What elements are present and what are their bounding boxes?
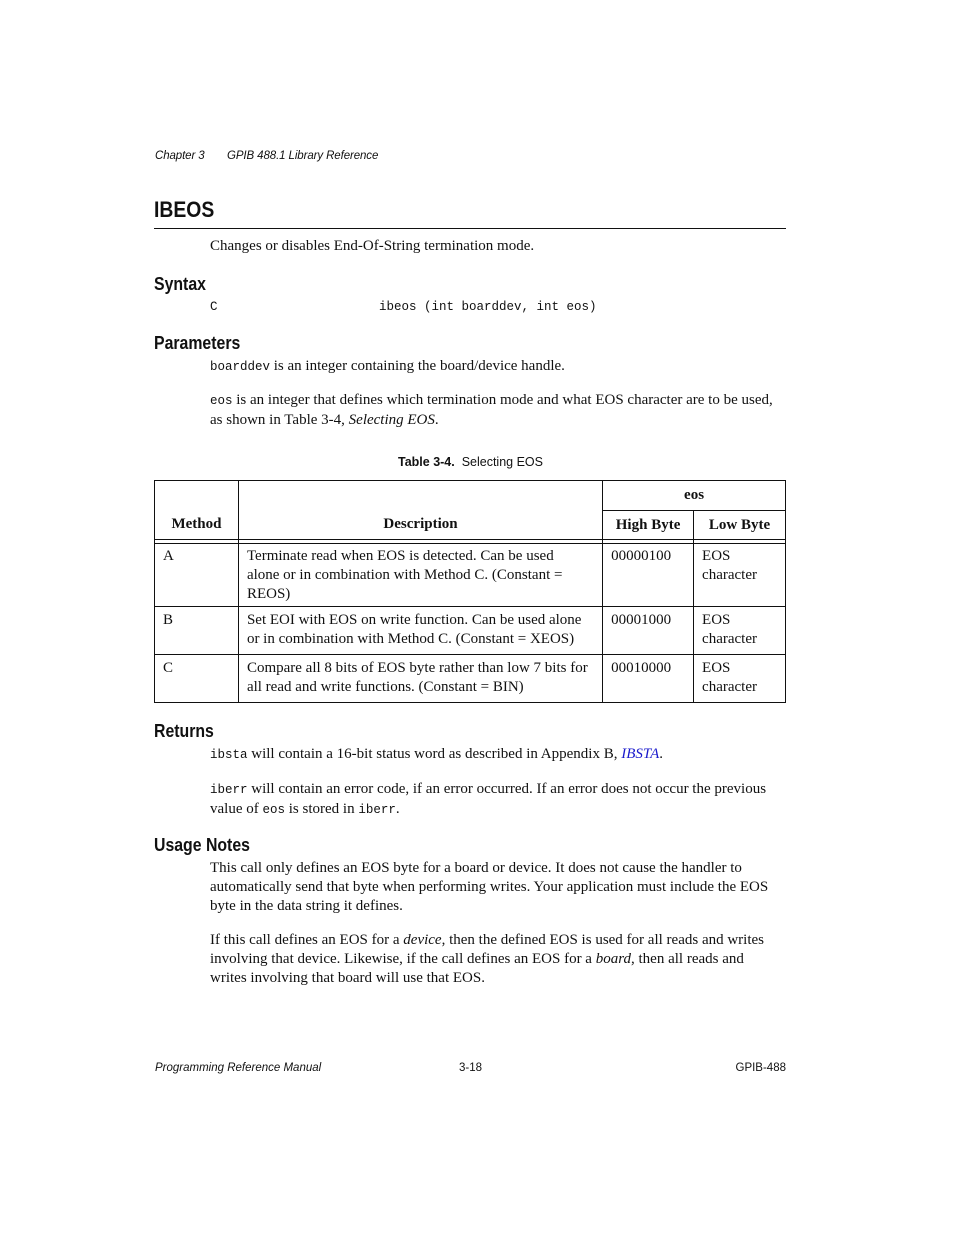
table-row [155, 655, 786, 703]
param-eos-text-b: as shown in Table 3-4, [210, 412, 349, 428]
param-eos-table-ref: Selecting EOS [348, 412, 435, 428]
table-caption-label: Table 3-4. [398, 455, 455, 469]
row-c-low-byte [694, 655, 786, 703]
returns-ibsta [210, 745, 663, 765]
param-eos [210, 391, 790, 430]
param-boarddev-text: is an integer containing the board/device handle. [270, 358, 565, 374]
table-caption [398, 455, 543, 469]
usage-paragraph-2 [210, 931, 790, 988]
footer-page-number: 3-18 [459, 1062, 483, 1074]
low-line: EOS [702, 612, 731, 628]
low-line: EOS [702, 660, 731, 676]
desc-line: all read and write functions. (Constant = BIN) [246, 679, 524, 695]
row-b-low-byte [694, 607, 786, 655]
returns-eos-code: eos [262, 803, 285, 817]
desc-line: Terminate read when EOS is detected. Can be used [246, 548, 554, 564]
usage-paragraph-1 [210, 859, 790, 916]
returns-iberr-text-a: will contain an error code, if an error occurred. If an error does not occur the previous [247, 781, 767, 797]
syntax-language: C [210, 300, 218, 314]
usage-line: automatically send that byte when performing writes. Your application must include the EOS [210, 879, 769, 895]
row-a-description [238, 544, 602, 607]
returns-iberr-text-b: value of [210, 801, 263, 817]
footer-product: GPIB-488 [735, 1062, 786, 1074]
row-b-description [238, 607, 602, 655]
syntax-heading: Syntax [154, 274, 206, 294]
usage-p2-c: involving that device. Likewise, if the call defines an EOS for a [210, 951, 596, 967]
param-eos-end: . [434, 412, 439, 428]
returns-ibsta-text: will contain a 16-bit status word as described in Appendix B, [247, 746, 622, 762]
row-c-description [238, 655, 602, 703]
parameters-heading: Parameters [154, 333, 241, 353]
low-line: character [702, 631, 757, 647]
table-row [155, 544, 786, 607]
returns-iberr-code-2: iberr [358, 803, 396, 817]
low-line: character [702, 679, 757, 695]
th-eos: eos [603, 481, 786, 511]
footer-manual-title: Programming Reference Manual [155, 1062, 322, 1074]
row-b-high-byte: 00001000 [603, 607, 694, 655]
desc-line: alone or in combination with Method C. (Constant = [246, 567, 563, 583]
title-rule [154, 228, 786, 229]
row-a-low-byte [694, 544, 786, 607]
intro-text: Changes or disables End-Of-String termination mode. [210, 238, 535, 254]
usage-board: board [595, 951, 631, 967]
row-c-high-byte: 00010000 [603, 655, 694, 703]
row-c-method: C [155, 655, 239, 703]
selecting-eos-table [154, 480, 786, 703]
desc-line: Set EOI with EOS on write function. Can be used alone [246, 612, 582, 628]
usage-p2-a: If this call defines an EOS for a [210, 932, 404, 948]
row-b-method: B [155, 607, 239, 655]
returns-ibsta-end: . [659, 746, 664, 762]
row-a-method: A [155, 544, 239, 607]
table-caption-title: Selecting EOS [461, 455, 543, 469]
usage-p2-b: , then the defined EOS is used for all reads and writes [441, 932, 765, 948]
param-boarddev-code: boarddev [210, 360, 271, 374]
returns-ibsta-code: ibsta [210, 748, 248, 762]
usage-notes-heading: Usage Notes [154, 835, 250, 855]
desc-line: REOS) [246, 586, 291, 602]
usage-p2-d: , then all reads and [631, 951, 744, 967]
chapter-label: Chapter 3 [155, 150, 205, 162]
syntax-signature: ibeos (int boarddev, int eos) [379, 300, 597, 314]
returns-iberr-code: iberr [210, 783, 248, 797]
low-line: character [702, 567, 757, 583]
desc-line: or in combination with Method C. (Constant = XEOS) [246, 631, 575, 647]
returns-iberr-text-c: is stored in [285, 801, 359, 817]
low-line: EOS [702, 548, 731, 564]
usage-p2-e: writes involving that board will use that EOS. [210, 970, 485, 986]
th-low-byte: Low Byte [694, 511, 786, 540]
usage-device: device [403, 932, 442, 948]
page-title: IBEOS [154, 197, 215, 222]
section-label: GPIB 488.1 Library Reference [227, 150, 379, 162]
param-eos-code: eos [210, 394, 233, 408]
ibsta-link[interactable]: IBSTA [621, 746, 660, 762]
row-a-high-byte: 00000100 [603, 544, 694, 607]
usage-line: This call only defines an EOS byte for a board or device. It does not cause the handler to [210, 860, 742, 876]
param-eos-text-a: is an integer that defines which termination mode and what EOS character are to be used, [232, 392, 773, 408]
running-header [155, 150, 378, 162]
th-high-byte: High Byte [603, 511, 694, 540]
param-boarddev [210, 357, 565, 377]
th-description: Description [238, 481, 602, 540]
returns-heading: Returns [154, 721, 214, 741]
table-row [155, 607, 786, 655]
returns-iberr-end: . [395, 801, 400, 817]
returns-iberr [210, 780, 790, 820]
desc-line: Compare all 8 bits of EOS byte rather than low 7 bits for [246, 660, 588, 676]
table-header-row-1 [155, 481, 786, 511]
th-method: Method [155, 481, 239, 540]
usage-line: byte in the data string it defines. [210, 898, 403, 914]
